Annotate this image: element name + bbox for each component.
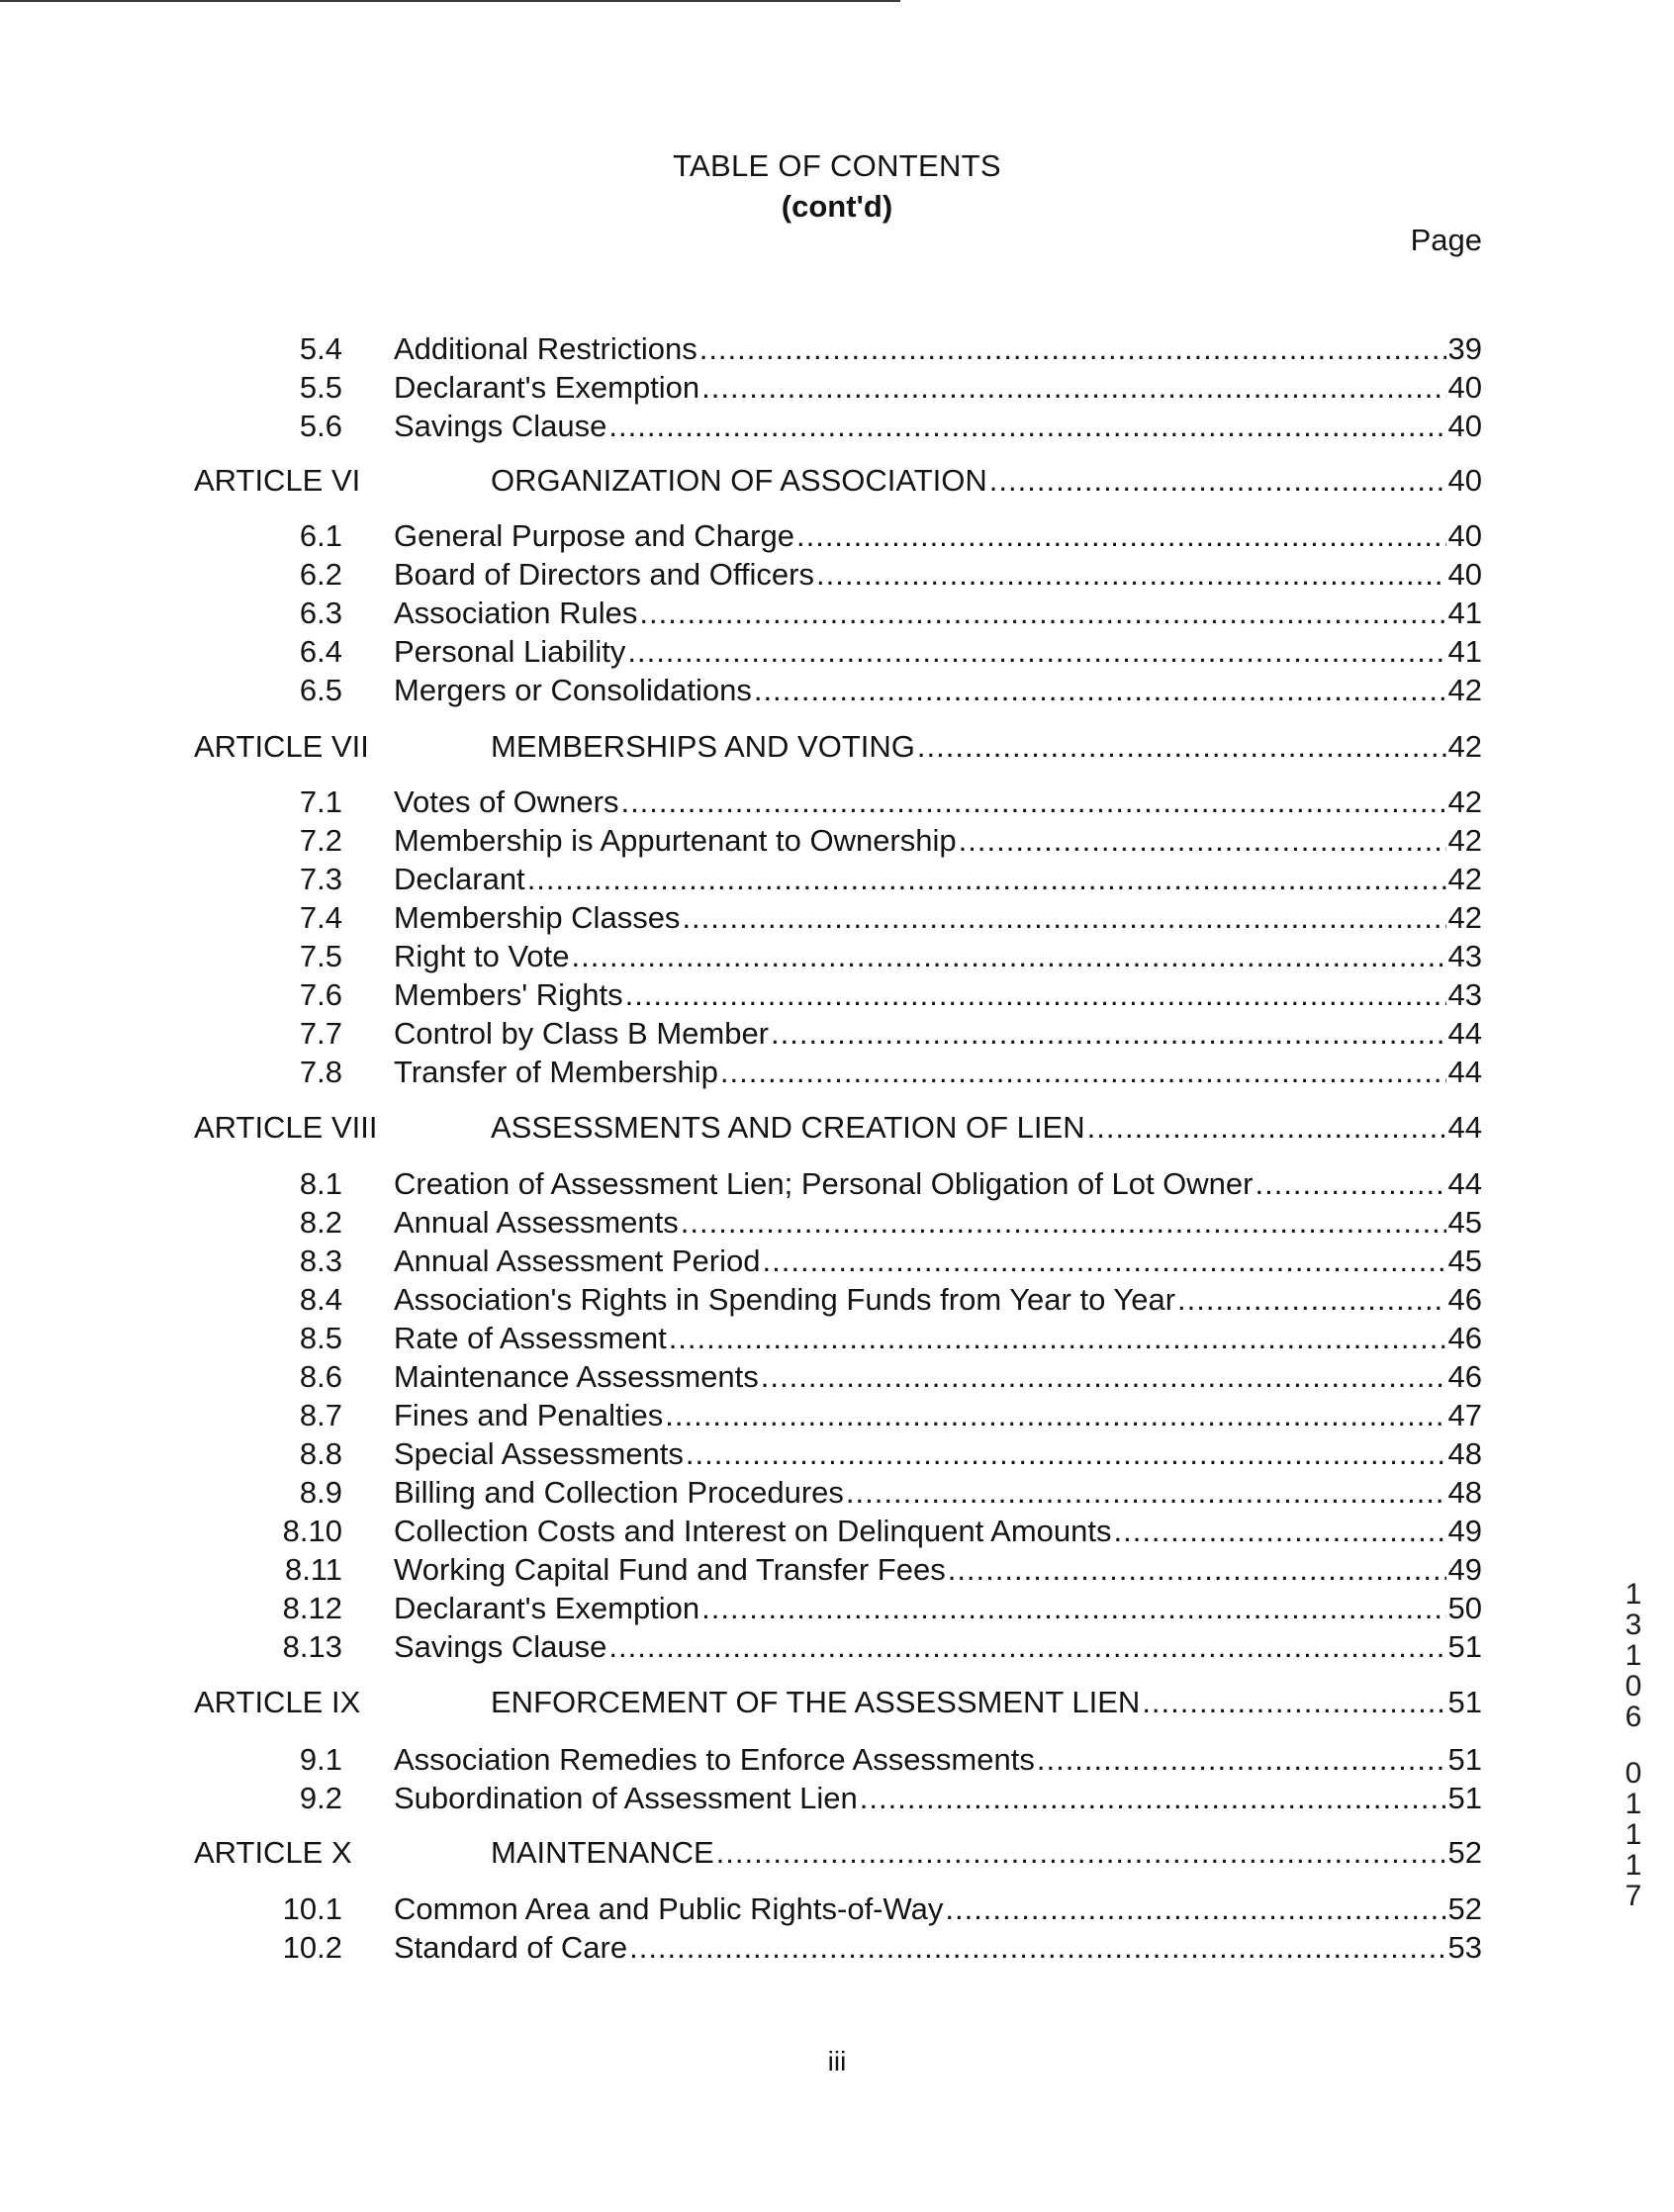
toc-page-number: 51 xyxy=(1447,1742,1482,1777)
toc-page-number: 47 xyxy=(1447,1398,1482,1432)
toc-dot-leader xyxy=(771,1016,1446,1052)
toc-dot-leader xyxy=(669,1321,1446,1356)
toc-section-row xyxy=(267,370,1482,406)
toc-section-title: Billing and Collection Procedures xyxy=(394,1475,844,1510)
document-subtitle: (cont'd) xyxy=(781,189,893,224)
toc-article-title: MEMBERSHIPS AND VOTING xyxy=(491,729,915,764)
toc-section-number: 6.3 xyxy=(299,596,342,630)
toc-section-number: 8.10 xyxy=(282,1514,342,1548)
toc-page-number: 40 xyxy=(1447,463,1482,498)
toc-page-number: 46 xyxy=(1447,1359,1482,1394)
toc-section-number: 8.12 xyxy=(282,1591,342,1625)
toc-section-number: 6.1 xyxy=(299,518,342,553)
toc-dot-leader xyxy=(761,1359,1446,1395)
toc-section-number: 5.6 xyxy=(299,409,342,443)
toc-section-row xyxy=(267,1244,1482,1279)
toc-page-number: 48 xyxy=(1447,1436,1482,1471)
toc-dot-leader xyxy=(608,409,1445,444)
toc-section-number: 8.7 xyxy=(299,1398,342,1432)
toc-section-title: Declarant's Exemption xyxy=(394,1591,700,1625)
toc-section-title: Annual Assessments xyxy=(394,1205,679,1240)
document-title: TABLE OF CONTENTS xyxy=(673,148,1001,183)
toc-section-title: Declarant's Exemption xyxy=(394,370,700,405)
side-stamp-number xyxy=(1619,1579,1648,1911)
toc-page-number: 40 xyxy=(1447,370,1482,405)
toc-section-number: 7.6 xyxy=(299,977,342,1012)
side-stamp-digit: 0 xyxy=(1625,1757,1642,1790)
side-stamp-digit: 1 xyxy=(1625,1578,1642,1611)
toc-section-row xyxy=(267,1591,1482,1626)
toc-dot-leader xyxy=(763,1244,1446,1279)
toc-section-number: 6.4 xyxy=(299,634,342,669)
toc-dot-leader xyxy=(716,1835,1446,1871)
toc-section-title: Membership is Appurtenant to Ownership xyxy=(394,823,957,858)
side-stamp-digit: 1 xyxy=(1625,1788,1642,1820)
toc-dot-leader xyxy=(608,1629,1445,1665)
toc-section-row xyxy=(267,1742,1482,1778)
toc-section-title: Fines and Penalties xyxy=(394,1398,664,1432)
toc-section-title: Declarant xyxy=(394,862,525,896)
toc-section-number: 10.2 xyxy=(282,1930,342,1965)
toc-dot-leader xyxy=(1113,1514,1445,1549)
toc-dot-leader xyxy=(1142,1685,1445,1720)
toc-dot-leader xyxy=(639,596,1445,631)
toc-page-number: 43 xyxy=(1447,977,1482,1012)
toc-section-title: Association Remedies to Enforce Assessments xyxy=(394,1742,1035,1777)
toc-dot-leader xyxy=(665,1398,1445,1433)
toc-dot-leader xyxy=(816,557,1446,593)
toc-dot-leader xyxy=(846,1475,1446,1511)
toc-section-title: Board of Directors and Officers xyxy=(394,557,814,592)
toc-section-title: Additional Restrictions xyxy=(394,331,698,366)
toc-section-row xyxy=(267,1436,1482,1472)
toc-dot-leader xyxy=(720,1055,1446,1090)
toc-article-number: ARTICLE VIII xyxy=(194,1110,378,1145)
toc-section-row xyxy=(267,557,1482,593)
toc-article-title: MAINTENANCE xyxy=(491,1835,714,1870)
toc-section-row xyxy=(267,1282,1482,1318)
toc-section-row xyxy=(267,900,1482,936)
toc-section-row xyxy=(267,1552,1482,1588)
toc-section-row xyxy=(267,1629,1482,1665)
toc-section-number: 7.8 xyxy=(299,1055,342,1089)
toc-page-number: 44 xyxy=(1447,1110,1482,1145)
toc-dot-leader xyxy=(682,900,1445,936)
side-stamp-digit: 1 xyxy=(1625,1639,1642,1672)
toc-section-number: 10.1 xyxy=(282,1891,342,1926)
toc-section-row xyxy=(267,784,1482,820)
toc-dot-leader xyxy=(1255,1166,1445,1202)
toc-section-number: 9.2 xyxy=(299,1781,342,1815)
toc-page-number: 52 xyxy=(1447,1891,1482,1926)
toc-dot-leader xyxy=(917,729,1446,765)
toc-page-number: 42 xyxy=(1447,823,1482,858)
toc-page-number: 50 xyxy=(1447,1591,1482,1625)
toc-dot-leader xyxy=(686,1436,1446,1472)
toc-section-number: 7.3 xyxy=(299,862,342,896)
toc-dot-leader xyxy=(527,862,1446,897)
toc-section-row xyxy=(267,1398,1482,1433)
toc-section-row xyxy=(267,1205,1482,1241)
toc-section-title: Creation of Assessment Lien; Personal Obligation of Lot Owner xyxy=(394,1166,1254,1201)
toc-section-row xyxy=(267,977,1482,1013)
toc-section-number: 6.5 xyxy=(299,673,342,707)
toc-section-row xyxy=(267,1475,1482,1511)
toc-section-title: Savings Clause xyxy=(394,1629,607,1664)
toc-dot-leader xyxy=(796,518,1446,554)
toc-page-number: 53 xyxy=(1447,1930,1482,1965)
toc-page-number: 44 xyxy=(1447,1016,1482,1051)
toc-section-title: Working Capital Fund and Transfer Fees xyxy=(394,1552,946,1587)
toc-section-number: 8.9 xyxy=(299,1475,342,1510)
toc-dot-leader xyxy=(1087,1110,1446,1146)
toc-section-title: Maintenance Assessments xyxy=(394,1359,759,1394)
page-column-label: Page xyxy=(1410,223,1482,257)
toc-dot-leader xyxy=(959,823,1446,859)
toc-section-row xyxy=(267,1781,1482,1816)
toc-section-title: Annual Assessment Period xyxy=(394,1244,761,1278)
toc-section-row xyxy=(267,862,1482,897)
side-stamp-digit: 6 xyxy=(1625,1701,1642,1733)
toc-article-row xyxy=(194,463,1482,499)
toc-dot-leader xyxy=(620,784,1445,820)
toc-section-title: Personal Liability xyxy=(394,634,626,669)
toc-section-title: Association's Rights in Spending Funds from Year to Year xyxy=(394,1282,1176,1317)
toc-section-row xyxy=(267,331,1482,367)
toc-section-number: 8.13 xyxy=(282,1629,342,1664)
toc-section-number: 7.4 xyxy=(299,900,342,935)
toc-article-number: ARTICLE X xyxy=(194,1835,352,1870)
toc-section-title: Standard of Care xyxy=(394,1930,628,1965)
toc-dot-leader xyxy=(945,1891,1445,1927)
toc-section-title: Subordination of Assessment Lien xyxy=(394,1781,858,1815)
side-stamp-digit: 0 xyxy=(1625,1670,1642,1703)
toc-section-number: 7.1 xyxy=(299,784,342,819)
side-stamp-digit: 3 xyxy=(1625,1609,1642,1641)
toc-article-number: ARTICLE VI xyxy=(194,463,361,498)
toc-section-number: 6.2 xyxy=(299,557,342,592)
toc-dot-leader xyxy=(701,370,1445,406)
toc-page-number: 39 xyxy=(1447,331,1482,366)
toc-section-number: 8.11 xyxy=(284,1552,342,1587)
toc-page-number: 46 xyxy=(1447,1282,1482,1317)
toc-section-number: 5.4 xyxy=(299,331,342,366)
toc-section-number: 8.2 xyxy=(299,1205,342,1240)
toc-section-number: 8.1 xyxy=(299,1166,342,1201)
toc-page-number: 49 xyxy=(1447,1514,1482,1548)
toc-section-row xyxy=(267,1891,1482,1927)
toc-section-number: 8.4 xyxy=(299,1282,342,1317)
toc-article-row xyxy=(194,1110,1482,1146)
toc-section-number: 8.5 xyxy=(299,1321,342,1355)
toc-page-number: 41 xyxy=(1447,596,1482,630)
toc-page-number: 43 xyxy=(1447,939,1482,973)
toc-section-title: Savings Clause xyxy=(394,409,607,443)
toc-section-number: 7.7 xyxy=(299,1016,342,1051)
toc-article-title: ORGANIZATION OF ASSOCIATION xyxy=(491,463,987,498)
toc-dot-leader xyxy=(699,331,1446,367)
side-stamp-digit: 1 xyxy=(1625,1818,1642,1851)
toc-section-row xyxy=(267,1166,1482,1202)
toc-dot-leader xyxy=(627,634,1445,670)
toc-section-title: Special Assessments xyxy=(394,1436,684,1471)
toc-section-title: Association Rules xyxy=(394,596,638,630)
toc-dot-leader xyxy=(625,977,1446,1013)
side-stamp-digit xyxy=(1619,1732,1648,1758)
toc-section-number: 7.5 xyxy=(299,939,342,973)
toc-section-number: 5.5 xyxy=(299,370,342,405)
toc-section-row xyxy=(267,823,1482,859)
toc-section-title: Collection Costs and Interest on Delinquent Amounts xyxy=(394,1514,1112,1548)
toc-page-number: 42 xyxy=(1447,862,1482,896)
toc-section-number: 8.6 xyxy=(299,1359,342,1394)
toc-page-number: 41 xyxy=(1447,634,1482,669)
toc-page-number: 42 xyxy=(1447,900,1482,935)
toc-section-title: Members' Rights xyxy=(394,977,623,1012)
toc-section-row xyxy=(267,634,1482,670)
side-stamp-digit: 7 xyxy=(1625,1880,1642,1912)
toc-page-number: 49 xyxy=(1447,1552,1482,1587)
scan-edge-line xyxy=(0,0,900,2)
toc-section-title: Rate of Assessment xyxy=(394,1321,667,1355)
toc-section-row xyxy=(267,596,1482,631)
toc-section-title: Membership Classes xyxy=(394,900,681,935)
toc-section-row xyxy=(267,1321,1482,1356)
toc-section-row xyxy=(267,1016,1482,1052)
toc-page-number: 42 xyxy=(1447,784,1482,819)
toc-section-number: 8.3 xyxy=(299,1244,342,1278)
toc-page-number: 52 xyxy=(1447,1835,1482,1870)
side-stamp-digit: 1 xyxy=(1625,1849,1642,1882)
toc-dot-leader xyxy=(572,939,1446,974)
toc-dot-leader xyxy=(989,463,1446,499)
toc-article-number: ARTICLE VII xyxy=(194,729,369,764)
toc-section-title: Transfer of Membership xyxy=(394,1055,718,1089)
toc-section-row xyxy=(267,409,1482,444)
toc-page-number: 40 xyxy=(1447,409,1482,443)
toc-page-number: 40 xyxy=(1447,518,1482,553)
toc-page-number: 45 xyxy=(1447,1205,1482,1240)
toc-section-row xyxy=(267,673,1482,708)
toc-page-number: 44 xyxy=(1447,1166,1482,1201)
toc-section-row xyxy=(267,1514,1482,1549)
toc-section-title: Right to Vote xyxy=(394,939,570,973)
toc-page-number: 51 xyxy=(1447,1685,1482,1719)
toc-dot-leader xyxy=(754,673,1446,708)
toc-page-number: 46 xyxy=(1447,1321,1482,1355)
toc-article-title: ENFORCEMENT OF THE ASSESSMENT LIEN xyxy=(491,1685,1141,1719)
toc-section-title: Votes of Owners xyxy=(394,784,619,819)
toc-section-number: 9.1 xyxy=(299,1742,342,1777)
toc-section-row xyxy=(267,939,1482,974)
toc-page-number: 45 xyxy=(1447,1244,1482,1278)
toc-dot-leader xyxy=(681,1205,1446,1241)
toc-dot-leader xyxy=(948,1552,1446,1588)
toc-article-row xyxy=(194,729,1482,765)
toc-section-row xyxy=(267,518,1482,554)
toc-section-row xyxy=(267,1930,1482,1966)
toc-article-number: ARTICLE IX xyxy=(194,1685,361,1719)
footer-page-number: iii xyxy=(827,2046,847,2076)
toc-article-title: ASSESSMENTS AND CREATION OF LIEN xyxy=(491,1110,1085,1145)
toc-page-number: 51 xyxy=(1447,1629,1482,1664)
toc-section-title: Common Area and Public Rights-of-Way xyxy=(394,1891,944,1926)
toc-section-title: General Purpose and Charge xyxy=(394,518,794,553)
toc-dot-leader xyxy=(629,1930,1445,1966)
toc-dot-leader xyxy=(701,1591,1445,1626)
toc-page-number: 40 xyxy=(1447,557,1482,592)
toc-page-number: 42 xyxy=(1447,729,1482,764)
toc-section-row xyxy=(267,1055,1482,1090)
toc-page-number: 42 xyxy=(1447,673,1482,707)
toc-dot-leader xyxy=(860,1781,1446,1816)
toc-page-number: 51 xyxy=(1447,1781,1482,1815)
toc-section-title: Control by Class B Member xyxy=(394,1016,770,1051)
toc-article-row xyxy=(194,1835,1482,1871)
toc-article-row xyxy=(194,1685,1482,1720)
toc-page-number: 48 xyxy=(1447,1475,1482,1510)
toc-section-number: 8.8 xyxy=(299,1436,342,1471)
toc-dot-leader xyxy=(1177,1282,1446,1318)
toc-section-row xyxy=(267,1359,1482,1395)
toc-page-number: 44 xyxy=(1447,1055,1482,1089)
toc-dot-leader xyxy=(1037,1742,1446,1778)
toc-section-number: 7.2 xyxy=(299,823,342,858)
toc-section-title: Mergers or Consolidations xyxy=(394,673,752,707)
